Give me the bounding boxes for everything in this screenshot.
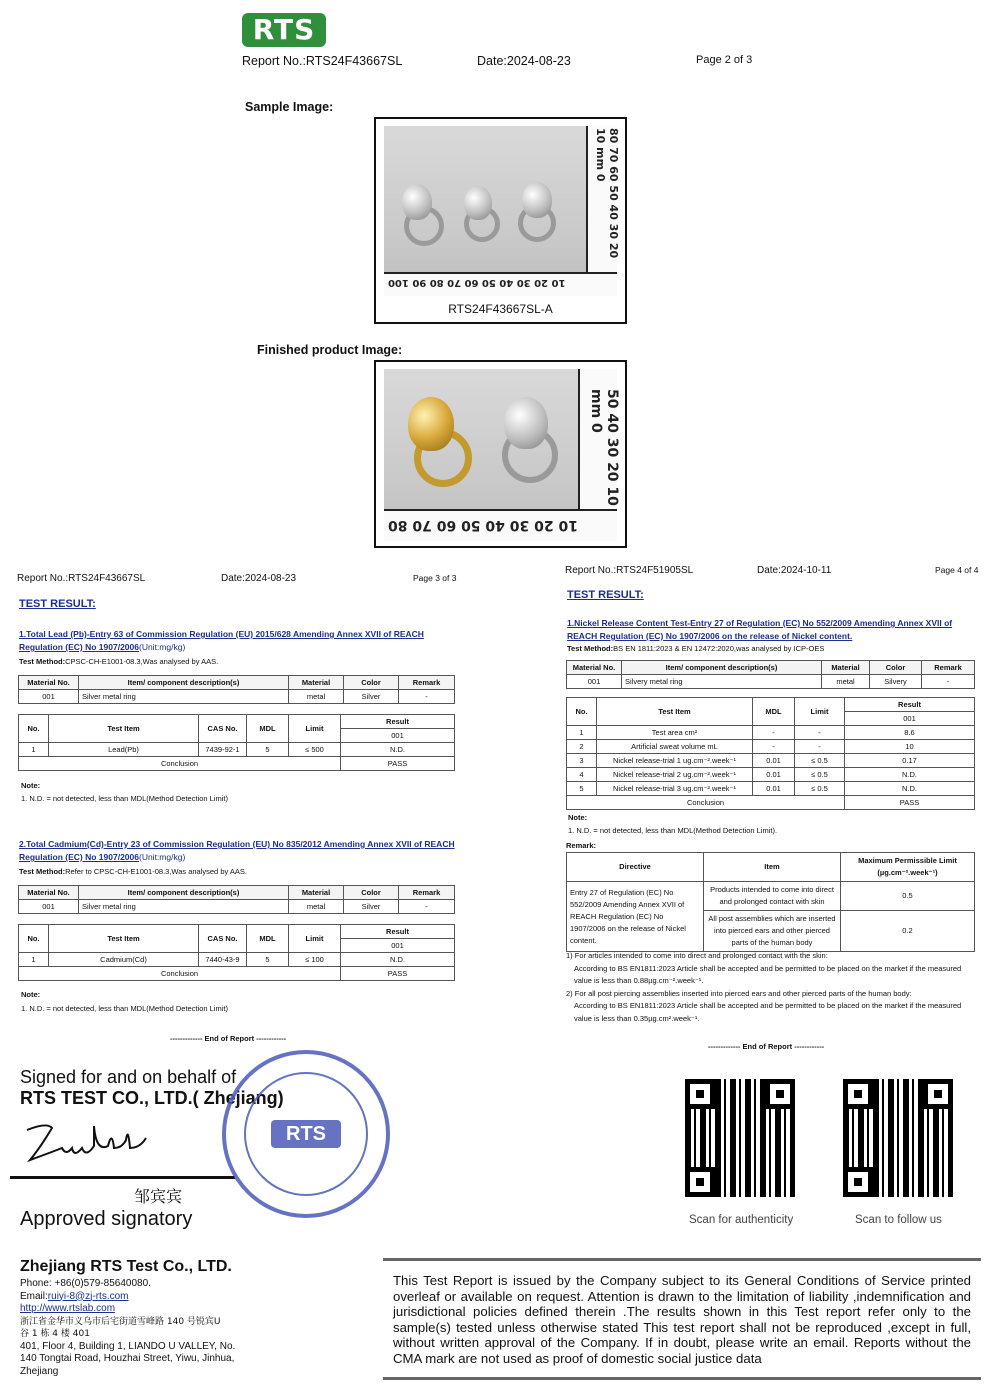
footer-address-3: Zhejiang	[20, 1365, 59, 1377]
ring-2-bulb	[464, 186, 492, 220]
p4-row: 3 Nickel release-trial 1 ug.cm⁻².week⁻¹ 0.01 ≤ 0.5 0.17	[567, 754, 975, 768]
ring-3-bulb	[522, 182, 552, 218]
sample-photo	[384, 126, 620, 296]
p3-sec2-result-table: No. Test Item CAS No. MDL Limit Result 001 1 Cadmium(Cd) 7440-43-9 5 ≤ 100 N.D. Conclusion PASS	[18, 924, 455, 981]
footer-phone: Phone: +86(0)579-85640080.	[20, 1278, 151, 1289]
p4-row: 4 Nickel release-trial 2 ug.cm⁻².week⁻¹ 0.01 ≤ 0.5 N.D.	[567, 768, 975, 782]
p4-sec-title: 1.Nickel Release Content Test-Entry 27 of Regulation (EC) No 552/2009 Amending Annex XVII of REACH Regulation (EC) No 1907/2006 on the release of Nickel content.	[567, 618, 953, 641]
ruler-vertical-2: 50 40 30 20 10 mm 0	[578, 369, 617, 509]
p3-sec1-material-table: Material No. Item/ component description(s) Material Color Remark 001 Silver metal ring metal Silver -	[18, 675, 455, 704]
footer-company: Zhejiang RTS Test Co., LTD.	[20, 1258, 232, 1275]
finished-product-label: Finished product Image:	[257, 343, 403, 357]
p4-test-result: TEST RESULT:	[567, 589, 644, 601]
company-seal: RTS	[222, 1050, 390, 1218]
sample-photo-frame	[374, 117, 627, 324]
p3-note-label: Note:	[21, 781, 41, 790]
signature-line	[10, 1176, 235, 1179]
p4-result-table: No. Test Item MDL Limit Result 001 1 Test area cm² - - 8.6 2 Artificial sweat volume mL - - 10 3 Nickel release-trial 1 ug.cm⁻².week⁻¹ 0.01 ≤ 0.5 0.17 4 Nickel release-trial 2 ug.cm⁻².week⁻¹ 0.01 ≤ 0.5 N.D. 5 Nickel release-trial 3 ug.cm⁻².week⁻¹ 0.01 ≤ 0.5 N.D. Conclusion PASS	[566, 697, 975, 810]
approved-signatory: Approved signatory	[20, 1208, 193, 1230]
footer-address-2: 140 Tongtai Road, Houzhai Street, Yiwu, Jinhua,	[20, 1353, 235, 1364]
finished-photo-frame	[374, 360, 627, 548]
p4-note1: 1. N.D. = not detected, less than MDL(Method Detection Limit).	[568, 826, 778, 835]
p3-sec1-method: Test Method:CPSC-CH-E1001-08.3,Was analysed by AAS.	[19, 657, 219, 666]
p3-sec2-method: Test Method:Refer to CPSC-CH-E1001-08.3,Was analysed by AAS.	[19, 867, 247, 876]
footer-website[interactable]: http://www.rtslab.com	[20, 1303, 116, 1314]
p3-sec2-material-table: Material No. Item/ component description(s) Material Color Remark 001 Silver metal ring metal Silver -	[18, 885, 455, 914]
p3-date: Date:2024-08-23	[221, 573, 297, 584]
p4-remark-label: Remark:	[566, 841, 597, 850]
footer-address-1: 401, Floor 4, Building 1, LIANDO U VALLEY, No.	[20, 1340, 236, 1352]
p4-method: Test Method:BS EN 1811:2023 & EN 12472:2020,was analysed by ICP-OES	[567, 644, 825, 653]
p3-note1: 1. N.D. = not detected, less than MDL(Method Detection Limit)	[21, 794, 228, 803]
signatory-chinese-name: 邹宾宾	[134, 1187, 183, 1206]
report-no: Report No.:RTS24F43667SL	[242, 54, 403, 68]
p3-note2-label: Note:	[21, 990, 41, 999]
ruler-vertical: 80 70 60 50 40 30 20 10 mm 0	[586, 126, 617, 274]
footer-cn-address-2: 谷 1 栋 4 楼 401	[20, 1329, 90, 1339]
ruler-horizontal: 10 20 30 40 50 60 70 80 90 100	[384, 272, 617, 296]
footer-cn-address: 浙江省金华市义乌市后宅街道雪峰路 140 号锐宾U	[20, 1316, 221, 1327]
p4-note-label: Note:	[568, 813, 588, 822]
p4-row: 2 Artificial sweat volume mL - - 10	[567, 740, 975, 754]
disclaimer-text: This Test Report is issued by the Company subject to its General Conditions of Service printed overleaf or available on request. Attention is drawn to the limitation of liability ,indemnification and jurisdictional policies defined therein .The results shown in this Test report refer only to the sample(s) tested unless otherwise stated This test report shall not be reproduced ,except in full, without written approval of the Company. If in doubt, please write an email. Reports without the CMA mark are not used as proof of domestic social justice data	[393, 1273, 971, 1366]
sample-caption: RTS24F43667SL-A	[448, 302, 553, 316]
page-number: Page 2 of 3	[696, 54, 753, 66]
p3-page: Page 3 of 3	[413, 573, 457, 583]
signed-company: RTS TEST CO., LTD.( Zhejiang)	[20, 1088, 284, 1108]
p3-sec1-title: 1.Total Lead (Pb)-Entry 63 of Commission Regulation (EU) 2015/628 Amending Annex XVII of REACH Regulation (EC) No 1907/2006(Unit:mg/kg)	[19, 629, 424, 652]
p4-row: 1 Test area cm² - - 8.6	[567, 726, 975, 740]
p4-report-no: Report No.:RTS24F51905SL	[565, 565, 694, 576]
ring-1-bulb	[402, 184, 432, 220]
p4-date: Date:2024-10-11	[757, 565, 832, 576]
p4-material-table: Material No. Item/ component description(s) Material Color Remark 001 Silvery metal ring metal Silvery -	[566, 660, 975, 689]
p3-sec1-result-table: No. Test Item CAS No. MDL Limit Result 001 1 Lead(Pb) 7439-92-1 5 ≤ 500 N.D. Conclusion PASS	[18, 714, 455, 771]
qr-authenticity[interactable]	[685, 1079, 795, 1197]
qr-follow[interactable]	[843, 1079, 953, 1197]
sample-image-label: Sample Image:	[245, 100, 334, 114]
p4-end-of-report: ------------- End of Report ------------	[708, 1042, 825, 1051]
signed-for-line: Signed for and on behalf of	[20, 1067, 237, 1087]
p3-sec2-title: 2.Total Cadmium(Cd)-Entry 23 of Commission Regulation (EU) No 835/2012 Amending Annex XVII of REACH Regulation (EC) No 1907/2006(Unit:mg/kg)	[19, 839, 455, 862]
p4-row: 5 Nickel release-trial 3 ug.cm⁻².week⁻¹ 0.01 ≤ 0.5 N.D.	[567, 782, 975, 796]
footer-email-line: Email:ruiyi-8@zj-rts.com	[20, 1290, 129, 1302]
p3-note2: 1. N.D. = not detected, less than MDL(Method Detection Limit)	[21, 1004, 228, 1013]
p3-test-result: TEST RESULT:	[19, 598, 96, 610]
report-date: Date:2024-08-23	[477, 54, 571, 68]
p4-footnotes: 1) For articles intended to come into direct and prolonged contact with the skin: According to BS EN1811:2023 Article shall be accepted and be permitted to be placed on the market if the measured value is less than 0.88µg.cm⁻².week⁻¹. 2) For all post piercing assemblies inserted into pierced ears and other pierced parts of the human body: According to BS EN1811:2023 Article shall be accepted and be permitted to be placed on the market if the measured value is less than 0.35µg.cm².week⁻¹.	[566, 951, 962, 1023]
p4-page: Page 4 of 4	[935, 565, 979, 575]
rts-logo: RTS	[242, 13, 326, 47]
handwritten-signature	[22, 1118, 162, 1168]
disclaimer-box	[383, 1258, 981, 1380]
finished-photo	[384, 369, 620, 541]
p3-report-no: Report No.:RTS24F43667SL	[17, 573, 146, 584]
qr-authenticity-label: Scan for authenticity	[689, 1214, 794, 1226]
gold-ring-bulb	[408, 397, 454, 451]
qr-follow-label: Scan to follow us	[855, 1214, 942, 1226]
footer-email[interactable]: ruiyi-8@zj-rts.com	[47, 1290, 129, 1302]
silver-ring-bulb	[504, 397, 548, 449]
footer-contact	[20, 1278, 270, 1378]
ruler-horizontal-2: 10 20 30 40 50 60 70 80	[384, 509, 617, 541]
p4-remark-table: Directive Item Maximum Permissible Limit (µg.cm⁻².week⁻¹) Entry 27 of Regulation (EC) No 552/2009 Amending Annex XVII of REACH Regulation (EC) No 1907/2006 on the release of Nickel content. Products intended to come into direct and prolonged contact with skin 0.5 All post assemblies which are inserted into pierced ears and other pierced parts of the human body 0.2	[566, 852, 975, 952]
p3-end-of-report: ------------- End of Report ------------	[170, 1034, 287, 1043]
